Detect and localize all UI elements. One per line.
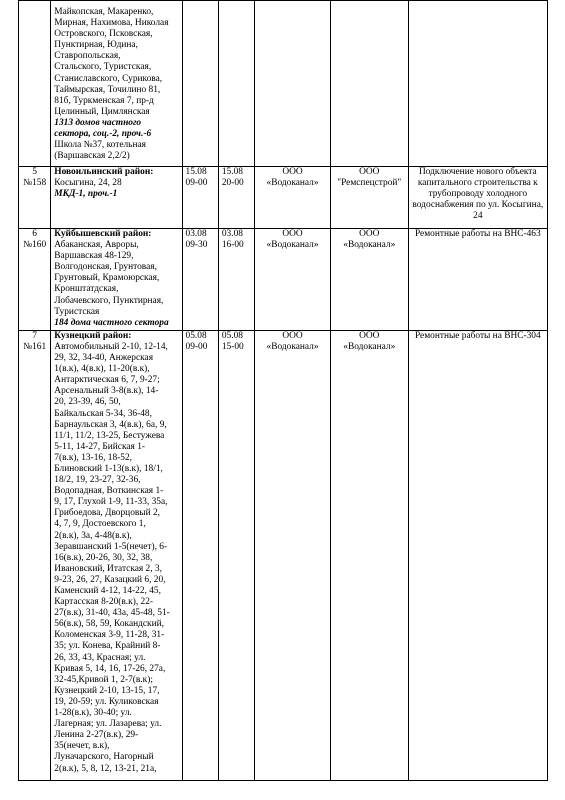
reason-text: Ремонтные работы на ВНС-304: [414, 330, 541, 341]
address-line: 2(в.к), 3а, 4-48(в.к),: [54, 530, 132, 541]
start-time: 09-00: [185, 178, 208, 189]
start-cell: [182, 330, 218, 780]
reason-text: Подключение нового объекта капитального строительства к трубопроводу холодного водоснабжения по ул. Косыгина, 24: [412, 167, 544, 222]
address-line: Кузнецкий 2-10, 13-15, 17,: [54, 685, 160, 696]
address-line: 2(в.к), 5, 8, 12, 13-21, 21а,: [54, 763, 157, 774]
reason-text: Ремонтные работы на ВНС-463: [414, 229, 541, 239]
start-time: 09-00: [185, 341, 208, 352]
address-line: Школа №37, котельная: [54, 140, 146, 151]
summary-line: сектора, соц.-2, проч.-6: [54, 129, 152, 140]
request-id: №158: [23, 178, 47, 189]
address-line: Целинный, Цимлянская: [54, 106, 150, 117]
org-name: ООО: [282, 167, 303, 177]
table-row: [19, 229, 548, 331]
summary-line: МКД-1, проч.-1: [54, 189, 118, 200]
end-date: 05.08: [221, 330, 243, 341]
address-line: Варшавская 48-129,: [54, 251, 134, 262]
end-date: 03.08: [221, 229, 243, 239]
address-line: Ленина 2-27(в.к), 29-: [54, 730, 139, 741]
address-line: (Варшавская 2,2/2): [54, 151, 130, 162]
end-cell: [218, 330, 254, 780]
address-line: 26, 33, 43, Красная; ул.: [54, 652, 146, 663]
address-line: 9, 17, Глухой 1-9, 11-33, 35а,: [54, 497, 168, 508]
address-line: Пунктирная, Юдина,: [54, 40, 138, 51]
start-date: 03.08: [185, 229, 207, 239]
address-line: Луначарского, Нагорный: [54, 752, 154, 763]
org-name: ООО: [282, 330, 303, 341]
address-line: 16(в.к), 20-26, 30, 32, 38,: [54, 552, 153, 563]
row-number: 6: [32, 229, 37, 239]
address-line: Грунтовый, Крамоюрская,: [54, 273, 160, 284]
end-time: 20-00: [221, 178, 244, 189]
org-cell: [255, 1, 331, 167]
row-number-cell: [19, 1, 51, 167]
contractor-cell: [330, 167, 408, 229]
address-line: Туристская: [54, 306, 100, 317]
reason-cell: [408, 330, 547, 780]
summary-line: 184 дома частного сектора: [54, 317, 169, 328]
table-row: [19, 167, 548, 229]
district-name: Новоильинский район:: [54, 167, 154, 177]
address-line: 35(нечет, в.к),: [54, 741, 110, 752]
address-line: 20, 23-39, 46, 50,: [54, 397, 121, 408]
org-cell: [255, 330, 331, 780]
reason-cell: [408, 229, 547, 331]
start-cell: [182, 229, 218, 331]
address-line: 1(в.к), 4(в.к), 11-20(в.к),: [54, 364, 150, 375]
summary-line: 1313 домов частного: [54, 117, 142, 128]
address-line: 9-23, 26, 27, Казацкий 6, 20,: [54, 574, 166, 585]
address-line: Таймырская, Точилино 81,: [54, 84, 161, 95]
org-name: «Водоканал»: [266, 240, 319, 251]
start-time: 09-30: [185, 240, 208, 251]
start-cell: [182, 167, 218, 229]
end-cell: [218, 229, 254, 331]
org-name: «Водоканал»: [266, 341, 319, 352]
address-line: Станиславского, Сурикова,: [54, 73, 163, 84]
address-line: 5-11, 14-27, Бийская 1-: [54, 441, 145, 452]
address-line: Лобачевского, Пунктирная,: [54, 295, 164, 306]
contractor-cell: [330, 330, 408, 780]
address-line: Ивановский, Итатская 2, 3,: [54, 563, 162, 574]
address-line: Байкальская 5-34, 36-48,: [54, 408, 152, 419]
district-name: Куйбышевский район:: [54, 229, 152, 239]
request-id: №161: [23, 341, 47, 352]
address-line: 19, 20-59; ул. Куликовская: [54, 696, 159, 707]
address-line: Арсенальный 3-8(в.к), 14-: [54, 386, 159, 397]
address-line: Картасская 8-20(в.к), 22-: [54, 597, 154, 608]
org-name: «Водоканал»: [266, 178, 319, 189]
address-line: Каменский 4-12, 14-22, 45,: [54, 586, 161, 596]
address-cell: [51, 167, 182, 229]
row-number: 7: [32, 330, 37, 341]
contractor-name: «Водоканал»: [343, 341, 396, 352]
table-row: [19, 330, 548, 780]
address-line: Островского, Псковская,: [54, 29, 153, 40]
address-line: 27(в.к), 31-40, 43а, 45-48, 51-: [54, 608, 170, 619]
address-line: 11/1, 11/2, 13-25, Бестужева: [54, 430, 165, 441]
address-line: Волгодонская, Грунтовая,: [54, 262, 157, 273]
start-cell: [182, 1, 218, 167]
address-line: 29, 32, 34-40, Анжерская: [54, 353, 154, 364]
address-cell: [51, 330, 182, 780]
address-line: Автомобильный 2-10, 12-14,: [54, 341, 168, 352]
address-line: Косыгина, 24, 28: [54, 178, 122, 189]
address-line: Барнаульская 3, 4(в.к), 6а, 9,: [54, 419, 167, 430]
contractor-name: «Водоканал»: [343, 240, 396, 251]
start-date: 15.08: [185, 167, 207, 177]
address-cell: [51, 229, 182, 331]
row-number-cell: [19, 167, 51, 229]
address-line: 1-28(в.к), 30-40; ул.: [54, 708, 132, 719]
address-line: Ставропольская,: [54, 51, 121, 62]
row-number-cell: [19, 229, 51, 331]
address-line: Мирная, Нахимова, Николая: [54, 18, 169, 29]
contractor-cell: [330, 1, 408, 167]
end-date: 15.08: [221, 167, 243, 177]
address-line: Майкопская, Макаренко,: [54, 7, 154, 17]
address-line: 4, 7, 9, Достоевского 1,: [54, 519, 146, 530]
reason-cell: [408, 167, 547, 229]
outage-schedule-table: [18, 0, 548, 781]
address-line: 18/2, 19, 23-27, 32-36,: [54, 475, 141, 486]
address-cell: [51, 1, 182, 167]
address-line: 56(в.к), 58, 59, Кокандский,: [54, 619, 164, 630]
end-time: 16-00: [221, 240, 244, 251]
address-line: 35; ул. Конева, Крайний 8-: [54, 641, 161, 652]
contractor-name: ООО: [359, 167, 380, 177]
table-row: [19, 1, 548, 167]
district-name: Кузнецкий район:: [54, 330, 132, 341]
end-cell: [218, 167, 254, 229]
address-line: Антарктическая 6, 7, 9-27;: [54, 375, 160, 386]
contractor-name: ООО: [359, 330, 380, 341]
org-cell: [255, 167, 331, 229]
request-id: №160: [23, 240, 47, 251]
address-line: Абаканская, Авроры,: [54, 240, 139, 251]
contractor-cell: [330, 229, 408, 331]
org-name: ООО: [282, 229, 303, 239]
address-line: Коломенская 3-9, 11-28, 31-: [54, 630, 165, 641]
document-page: [18, 0, 548, 800]
address-line: Зеравшанский 1-5(нечет), 6-: [54, 541, 168, 552]
address-line: Лагерная; ул. Лазарева; ул.: [54, 719, 162, 730]
address-line: 32-45,Кривой 1, 2-7(в.к);: [54, 674, 153, 685]
address-line: Кронштатдская,: [54, 284, 119, 295]
contractor-name: "Ремспецстрой": [337, 178, 402, 189]
address-line: Стальского, Туристская,: [54, 62, 152, 73]
row-number-cell: [19, 330, 51, 780]
org-cell: [255, 229, 331, 331]
address-line: 7(в.к), 13-16, 18-52,: [54, 452, 133, 463]
end-cell: [218, 1, 254, 167]
address-line: Водопадная, Воткинская 1-: [54, 486, 164, 497]
address-line: Кривая 5, 14, 16, 17-26, 27а,: [54, 663, 166, 674]
address-line: Блиновский 1-13(в.к), 18/1,: [54, 463, 163, 474]
address-line: Грибоедова, Дворцовый 2,: [54, 508, 161, 519]
address-line: 81б, Туркменская 7, пр-д: [54, 95, 154, 106]
start-date: 05.08: [185, 330, 207, 341]
reason-cell: [408, 1, 547, 167]
end-time: 15-00: [221, 341, 244, 352]
row-number: 5: [32, 167, 37, 177]
contractor-name: ООО: [359, 229, 380, 239]
